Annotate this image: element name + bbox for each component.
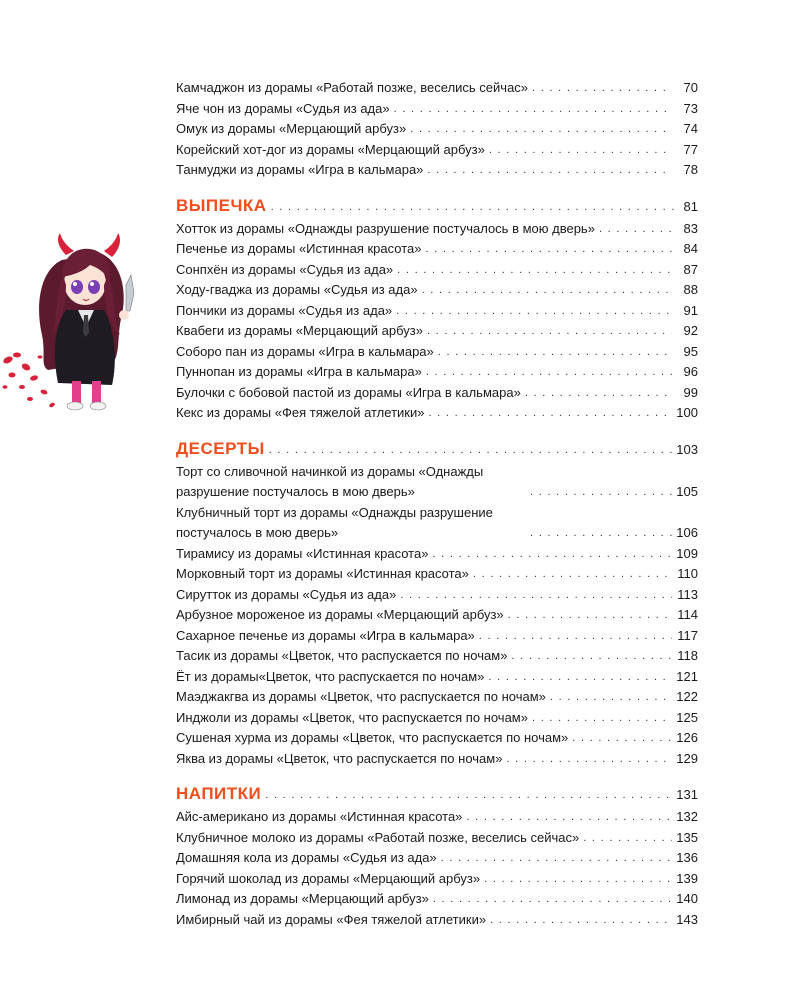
- toc-entry-title: Морковный торт из дорамы «Истинная красота»: [176, 566, 469, 581]
- dot-leader: [532, 708, 672, 729]
- dot-leader: [525, 383, 672, 404]
- toc-entry[interactable]: [176, 910, 698, 931]
- knife: [126, 275, 134, 311]
- left-eye: [71, 280, 83, 294]
- toc-entry-page: 143: [676, 911, 698, 927]
- toc-entry[interactable]: [176, 728, 698, 749]
- dot-leader: [410, 119, 672, 140]
- toc-entry-page: 105: [676, 484, 698, 499]
- dot-leader: [432, 544, 672, 565]
- toc-entry[interactable]: [176, 605, 698, 626]
- toc-entry-page: 74: [683, 121, 698, 136]
- toc-entry-page: 84: [683, 241, 698, 256]
- dot-leader: [530, 482, 672, 503]
- dot-leader: [400, 585, 672, 606]
- toc-entry-title: Сирутток из дорамы «Судья из ада»: [176, 586, 397, 602]
- toc-entry-page: 110: [677, 566, 698, 581]
- toc-entry[interactable]: [176, 403, 698, 424]
- left-leg: [72, 381, 81, 403]
- toc-entry-title: Домашняя кола из дорамы «Судья из ада»: [176, 850, 437, 865]
- dot-leader: [572, 728, 672, 749]
- toc-entry[interactable]: [176, 544, 698, 565]
- toc-entry-page: 73: [683, 100, 698, 116]
- toc-entry[interactable]: [176, 140, 698, 161]
- toc-entry[interactable]: [176, 848, 698, 869]
- toc-entry-page: 92: [683, 323, 698, 338]
- dot-leader: [484, 869, 672, 890]
- toc-entry-page: 114: [677, 607, 698, 622]
- toc-entry-page: 129: [676, 750, 698, 766]
- dot-leader: [511, 646, 672, 667]
- right-shoe: [90, 402, 106, 410]
- toc-entry-title: Клубничный торт из дорамы «Однажды разрушение постучалось в мою дверь»: [176, 504, 493, 540]
- hand: [119, 310, 129, 320]
- toc-entry-title: Маэджакгва из дорамы «Цветок, что распускается по ночам»: [176, 689, 546, 704]
- toc-entry[interactable]: [176, 383, 698, 404]
- toc-entry[interactable]: [176, 749, 698, 770]
- toc-entry-page: 70: [683, 80, 698, 95]
- toc-entry-title: Пончики из дорамы «Судья из ада»: [176, 302, 393, 318]
- dot-leader: [490, 910, 672, 931]
- toc-entry-page: 99: [683, 384, 698, 400]
- toc-entry[interactable]: [176, 119, 698, 140]
- toc-entry-page: 106: [676, 525, 698, 540]
- dot-leader: [422, 280, 672, 301]
- dot-leader: [530, 523, 672, 544]
- toc-entry-title: Омук из дорамы «Мерцающий арбуз»: [176, 121, 407, 136]
- toc-entry-page: 136: [676, 850, 698, 865]
- toc-entry-page: 122: [676, 689, 698, 704]
- right-eye: [88, 280, 100, 294]
- toc-entry[interactable]: [176, 503, 698, 544]
- toc-entry-title: Лимонад из дорамы «Мерцающий арбуз»: [176, 891, 429, 906]
- toc-entry-title: Хотток из дорамы «Однажды разрушение постучалось в мою дверь»: [176, 220, 595, 236]
- toc-entry-title: Пуннопан из дорамы «Игра в кальмара»: [176, 364, 422, 379]
- toc-entry-page: 77: [683, 141, 698, 157]
- toc-entry[interactable]: [176, 807, 698, 828]
- dot-leader: [269, 440, 673, 460]
- toc-entry-page: 91: [683, 302, 698, 318]
- section-heading: НАПИТКИ: [176, 784, 262, 803]
- toc-entry[interactable]: [176, 687, 698, 708]
- tie: [83, 315, 89, 337]
- dot-leader: [438, 342, 672, 363]
- toc-entry-page: 118: [677, 648, 698, 663]
- toc-entry-title: Арбузное мороженое из дорамы «Мерцающий арбуз»: [176, 607, 504, 622]
- toc-entry-title: Танмуджи из дорамы «Игра в кальмара»: [176, 162, 424, 177]
- toc-entry-page: 78: [683, 162, 698, 177]
- table-of-contents: [176, 78, 698, 930]
- toc-entry[interactable]: [176, 869, 698, 890]
- toc-entry-title: Сонпхён из дорамы «Судья из ада»: [176, 261, 394, 277]
- right-eye-shine: [90, 282, 94, 286]
- toc-entry-page: 88: [683, 282, 698, 297]
- section-page: 131: [676, 787, 698, 802]
- dot-leader: [433, 889, 672, 910]
- section-header-deserty[interactable]: [176, 438, 698, 460]
- toc-entry-page: 121: [676, 668, 698, 684]
- intro-entries: [176, 78, 698, 181]
- toc-entry-title: Ёт из дорамы«Цветок, что распускается по ночам»: [176, 668, 485, 684]
- dot-leader: [550, 687, 672, 708]
- toc-entry-title: Квабеги из дорамы «Мерцающий арбуз»: [176, 323, 423, 338]
- dot-leader: [479, 626, 672, 647]
- toc-entry-title: Горячий шоколад из дорамы «Мерцающий арбуз»: [176, 870, 481, 886]
- left-shoe: [67, 402, 83, 410]
- dot-leader: [489, 140, 672, 161]
- toc-entry-title: Яче чон из дорамы «Судья из ада»: [176, 100, 390, 116]
- dot-leader: [427, 321, 672, 342]
- dot-leader: [508, 605, 672, 626]
- toc-entry-title: Инджоли из дорамы «Цветок, что распускается по ночам»: [176, 709, 528, 725]
- toc-entry-page: 100: [676, 405, 698, 420]
- toc-entry-title: Айс-американо из дорамы «Истинная красота»: [176, 809, 463, 824]
- dot-leader: [394, 99, 672, 120]
- dot-leader: [599, 219, 672, 240]
- toc-entry-page: 95: [683, 343, 698, 359]
- left-eye-shine: [73, 282, 77, 286]
- toc-entry-page: 96: [683, 364, 698, 379]
- toc-entry[interactable]: [176, 564, 698, 585]
- toc-entry-page: 125: [676, 709, 698, 725]
- toc-entry[interactable]: [176, 321, 698, 342]
- toc-entry-title: Тирамису из дорамы «Истинная красота»: [176, 545, 429, 561]
- toc-entry[interactable]: [176, 667, 698, 688]
- toc-entry-page: 109: [676, 545, 698, 561]
- dot-leader: [583, 828, 672, 849]
- toc-entry[interactable]: [176, 585, 698, 606]
- toc-entry-title: Соборо пан из дорамы «Игра в кальмара»: [176, 343, 434, 359]
- section-header-vypechka[interactable]: [176, 195, 698, 217]
- toc-entry-page: 113: [677, 586, 698, 602]
- toc-entry[interactable]: [176, 160, 698, 181]
- dot-leader: [426, 362, 672, 383]
- toc-entry-page: 83: [683, 220, 698, 236]
- toc-entry-page: 140: [676, 891, 698, 906]
- toc-entry-title: Печенье из дорамы «Истинная красота»: [176, 241, 422, 256]
- toc-entry-title: Сахарное печенье из дорамы «Игра в кальмара»: [176, 627, 475, 643]
- dot-leader: [396, 301, 672, 322]
- section-page: 103: [676, 441, 698, 457]
- toc-entry[interactable]: [176, 626, 698, 647]
- dot-leader: [265, 785, 672, 805]
- toc-entry-page: 117: [677, 627, 698, 643]
- toc-entry-title: Камчаджон из дорамы «Работай позже, веселись сейчас»: [176, 80, 529, 95]
- toc-entry-title: Кекс из дорамы «Фея тяжелой атлетики»: [176, 405, 425, 420]
- right-leg: [92, 381, 101, 403]
- toc-entry-title: Корейский хот-дог из дорамы «Мерцающий арбуз»: [176, 141, 485, 157]
- left-horn: [58, 233, 74, 255]
- toc-entry[interactable]: [176, 78, 698, 99]
- toc-entry[interactable]: [176, 889, 698, 910]
- dot-leader: [473, 564, 672, 585]
- dot-leader: [428, 403, 672, 424]
- toc-entry[interactable]: [176, 301, 698, 322]
- toc-entry-page: 132: [676, 809, 698, 824]
- dot-leader: [532, 78, 672, 99]
- toc-entry-title: Яква из дорамы «Цветок, что распускается по ночам»: [176, 750, 503, 766]
- dot-leader: [466, 807, 672, 828]
- toc-entry-title: Булочки с бобовой пастой из дорамы «Игра в кальмара»: [176, 384, 521, 400]
- toc-entry[interactable]: [176, 708, 698, 729]
- dot-leader: [427, 160, 672, 181]
- toc-entry-title: Торт со сливочной начинкой из дорамы «Однажды разрушение постучалось в мою дверь»: [176, 463, 484, 499]
- dot-leader: [506, 749, 672, 770]
- toc-entry[interactable]: [176, 280, 698, 301]
- toc-entry-title: Тасик из дорамы «Цветок, что распускается по ночам»: [176, 648, 508, 663]
- right-horn: [104, 233, 120, 257]
- dot-leader: [441, 848, 672, 869]
- dot-leader: [488, 667, 672, 688]
- toc-entry-title: Ходу-гваджа из дорамы «Судья из ада»: [176, 282, 418, 297]
- toc-entry[interactable]: [176, 362, 698, 383]
- toc-entry[interactable]: [176, 462, 698, 503]
- toc-entry-title: Клубничное молоко из дорамы «Работай позже, веселись сейчас»: [176, 829, 580, 845]
- toc-entry-page: 126: [676, 730, 698, 745]
- toc-entry[interactable]: [176, 239, 698, 260]
- section-page: 81: [683, 198, 698, 214]
- dot-leader: [271, 197, 680, 217]
- toc-entry[interactable]: [176, 219, 698, 240]
- toc-entry[interactable]: [176, 99, 698, 120]
- toc-entry[interactable]: [176, 342, 698, 363]
- dot-leader: [425, 239, 672, 260]
- toc-entry-title: Имбирный чай из дорамы «Фея тяжелой атлетики»: [176, 911, 487, 927]
- dot-leader: [397, 260, 672, 281]
- toc-entry-title: Сушеная хурма из дорамы «Цветок, что распускается по ночам»: [176, 730, 569, 745]
- chibi-girl-illustration: [0, 215, 165, 415]
- toc-entry[interactable]: [176, 828, 698, 849]
- section-header-napitki[interactable]: [176, 783, 698, 805]
- toc-entry-page: 135: [676, 829, 698, 845]
- section-heading: ВЫПЕЧКА: [176, 195, 267, 215]
- toc-entry-page: 87: [683, 261, 698, 277]
- section-heading: ДЕСЕРТЫ: [176, 438, 265, 458]
- toc-entry[interactable]: [176, 646, 698, 667]
- toc-entry-page: 139: [676, 870, 698, 886]
- toc-entry[interactable]: [176, 260, 698, 281]
